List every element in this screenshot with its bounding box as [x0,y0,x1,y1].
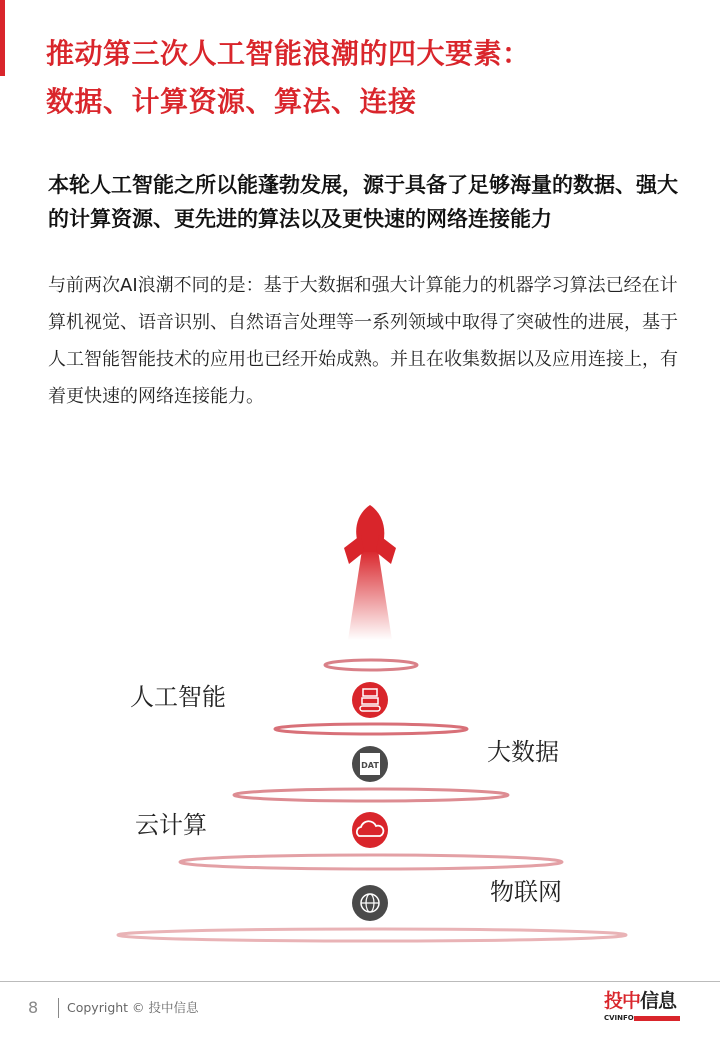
title-line-1: 推动第三次人工智能浪潮的四大要素： [46,37,531,70]
footer-separator [58,998,59,1018]
logo [604,991,676,1012]
body-paragraph: 与前两次AI浪潮不同的是：基于大数据和强大计算能力的机器学习算法已经在计算机视觉、语音识别、自然语言处理等一系列领域中取得了突破性的进展，基于人工智能智能技术的应用也已经开始成熟。并且在收集数据以及应用连接上，有着更快速的网络连接能力。 [48,275,678,407]
globe-icon [352,885,388,921]
title-line-2: 数据、计算资源、算法、连接 [46,85,417,118]
logo-red-text: 投中 [604,990,641,1012]
logo-dark-text: 信息 [640,990,677,1012]
logo-subtext: CVINFO [604,1014,634,1022]
page-number: 8 [28,998,39,1017]
ring-2 [275,724,467,734]
logo-bar [634,1016,680,1021]
footer-divider [0,981,720,982]
ai-elements-diagram [0,490,720,960]
ring-4 [180,855,562,869]
lead-paragraph: 本轮人工智能之所以能蓬勃发展，源于具备了足够海量的数据、强大的计算资源、更先进的算法以及更快速的网络连接能力 [48,173,678,231]
ring-1 [325,660,417,670]
label-iot: 物联网 [490,878,562,906]
dat-icon-text: DAT [361,761,379,770]
label-big-data: 大数据 [487,738,559,766]
page-title [46,30,686,126]
text-column [46,30,686,415]
label-ai: 人工智能 [130,683,226,711]
copyright: Copyright © 投中信息 [67,1000,199,1015]
accent-bar [0,0,5,76]
rocket-icon [344,505,396,640]
dat-file-icon [352,746,388,782]
ring-3 [234,789,508,801]
cloud-icon [352,812,388,848]
robot-icon [352,682,388,718]
ring-5 [118,929,626,941]
label-cloud-computing: 云计算 [135,811,207,839]
